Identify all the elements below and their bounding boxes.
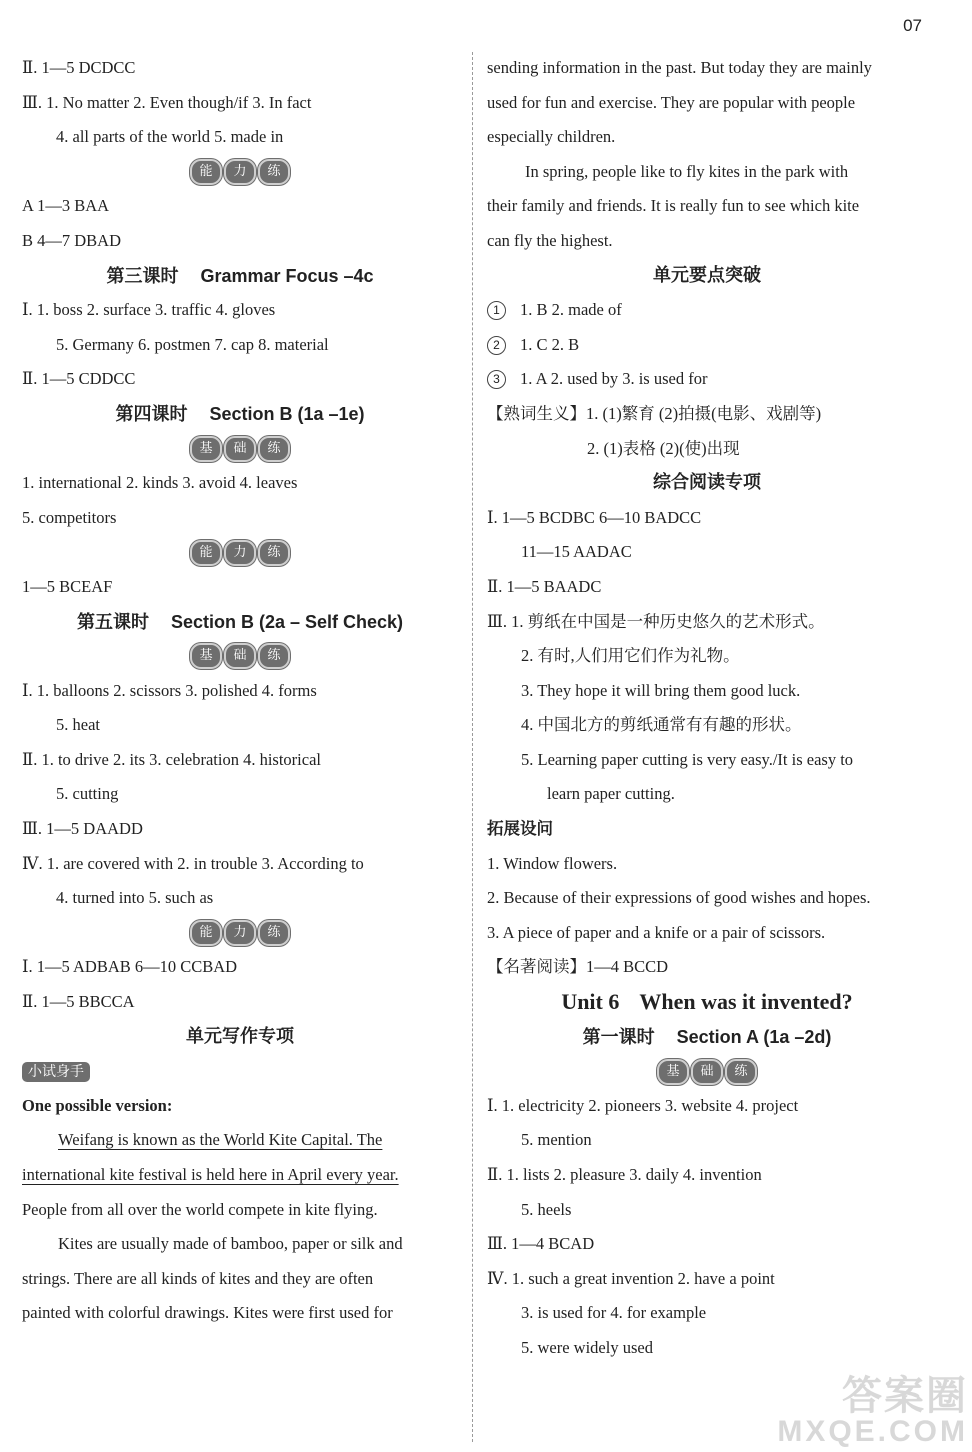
answer-line: Ⅰ. 1—5 ADBAB 6—10 CCBAD (22, 957, 238, 977)
badge-pill: 基 (190, 436, 222, 462)
essay-line: strings. There are all kinds of kites and they are often (22, 1268, 374, 1288)
answer-line: 3. is used for 4. for example (521, 1303, 707, 1323)
watermark-logo (777, 1376, 968, 1448)
unit-number: Unit 6 (561, 989, 620, 1015)
answer-line: Ⅰ. 1. electricity 2. pioneers 3. website 4. project (487, 1095, 799, 1115)
answer-line (487, 362, 927, 397)
answer-line: 【熟词生义】1. (1)繁育 (2)拍摄(电影、戏剧等) (487, 403, 822, 423)
essay-line: used for fun and exercise. They are popular with people (487, 92, 856, 112)
answer-line: 4. 中国北方的剪纸通常有有趣的形状。 (521, 715, 802, 735)
answer-line: 1—5 BCEAF (22, 576, 113, 596)
badge-pill: 练 (258, 920, 290, 946)
answer-line: 4. turned into 5. such as (56, 888, 214, 908)
heading-en: Grammar Focus –4c (200, 265, 374, 286)
answer-line (487, 328, 927, 363)
heading-cn: 第四课时 (115, 403, 188, 425)
circled-number: 1 (487, 301, 506, 320)
essay-line (22, 1227, 458, 1262)
badge-pill: 练 (258, 159, 290, 185)
watermark-cn: 答案圈 (842, 1374, 968, 1418)
answer-line: Ⅱ. 1—5 BBCCA (22, 992, 135, 1012)
badge-pill: 练 (725, 1059, 757, 1085)
answer-line: 5. were widely used (521, 1337, 653, 1357)
answer-line: 5. competitors (22, 507, 117, 527)
badge-pill: 练 (258, 436, 290, 462)
essay-line: painted with colorful drawings. Kites were first used for (22, 1303, 393, 1323)
answer-text: 1. A 2. used by 3. is used for (520, 369, 708, 389)
heading-cn: 第五课时 (76, 611, 149, 633)
badge-pill: 能 (190, 920, 222, 946)
answer-text: 1. B 2. made of (520, 300, 622, 320)
answer-line: Ⅰ. 1—5 BCDBC 6—10 BADCC (487, 507, 702, 527)
badge-pill: 础 (224, 643, 256, 669)
answer-line: learn paper cutting. (547, 784, 675, 804)
extend-questions-title: 拓展设问 (487, 819, 553, 839)
answer-line: Ⅰ. 1. balloons 2. scissors 3. polished 4. forms (22, 680, 317, 700)
answer-line: 3. A piece of paper and a knife or a pair of scissors. (487, 922, 826, 942)
essay-line (487, 155, 927, 190)
essay-line: their family and friends. It is really fun to see which kite (487, 196, 860, 216)
badge-pill: 基 (190, 643, 222, 669)
answer-line: 2. 有时,人们用它们作为礼物。 (521, 646, 740, 666)
badge-pill: 练 (258, 540, 290, 566)
badge-pill: 基 (657, 1059, 689, 1085)
basic-practice-badge (22, 639, 458, 674)
answer-line: 11—15 AADAC (521, 542, 632, 562)
essay-line: People from all over the world compete in kite flying. (22, 1199, 378, 1219)
watermark-url: MXQE.COM (777, 1415, 968, 1448)
answer-line: Ⅱ. 1—5 DCDCC (22, 58, 136, 77)
essay-line (22, 1123, 458, 1158)
answer-line: Ⅱ. 1—5 CDDCC (22, 369, 136, 389)
answer-line: 5. heels (521, 1199, 572, 1219)
answer-line: 1. Window flowers. (487, 853, 618, 873)
badge-pill: 础 (224, 436, 256, 462)
unit-points-title: 单元要点突破 (653, 264, 761, 286)
answer-line: Ⅱ. 1—5 BAADC (487, 576, 602, 596)
left-column (22, 51, 458, 1331)
answer-line: 4. all parts of the world 5. made in (56, 127, 284, 147)
answer-line: Ⅱ. 1. to drive 2. its 3. celebration 4. historical (22, 749, 321, 769)
answer-line: 5. Learning paper cutting is very easy./It is easy to (521, 749, 854, 769)
writing-section-title: 单元写作专项 (186, 1025, 294, 1047)
essay-text: Kites are usually made of bamboo, paper or silk and (58, 1234, 403, 1254)
answer-line: 5. Germany 6. postmen 7. cap 8. material (56, 334, 329, 354)
heading-en: Section B (1a –1e) (209, 403, 365, 424)
section-heading (487, 1020, 927, 1055)
page-number: 07 (903, 16, 922, 35)
badge-pill: 础 (691, 1059, 723, 1085)
answer-line: 1. international 2. kinds 3. avoid 4. leaves (22, 473, 298, 493)
heading-en: Section A (1a –2d) (676, 1026, 832, 1047)
answer-line: Ⅱ. 1. lists 2. pleasure 3. daily 4. invention (487, 1165, 762, 1184)
answer-line: Ⅲ. 1. 剪纸在中国是一种历史悠久的艺术形式。 (487, 611, 825, 631)
answer-line: 【名著阅读】1—4 BCCD (487, 957, 669, 977)
try-it-tag: 小试身手 (22, 1062, 90, 1082)
answer-line: 5. cutting (56, 784, 119, 804)
badge-pill: 力 (224, 540, 256, 566)
ability-practice-badge (22, 155, 458, 190)
heading-en: Section B (2a – Self Check) (170, 611, 404, 632)
answer-line: B 4—7 DBAD (22, 230, 122, 250)
basic-practice-badge (487, 1054, 927, 1089)
answer-line: Ⅳ. 1. are covered with 2. in trouble 3. According to (22, 853, 364, 873)
answer-text: 1. C 2. B (520, 334, 580, 354)
ability-practice-badge (22, 916, 458, 951)
essay-line: can fly the highest. (487, 230, 613, 250)
ability-practice-badge (22, 535, 458, 570)
answer-line: 5. mention (521, 1130, 592, 1150)
essay-text: In spring, people like to fly kites in the park with (525, 161, 849, 181)
right-column (487, 51, 927, 1366)
heading-cn: 第三课时 (106, 265, 179, 287)
answer-line: A 1—3 BAA (22, 196, 110, 216)
section-heading (22, 605, 458, 640)
basic-practice-badge (22, 432, 458, 467)
tag-row (22, 1054, 458, 1089)
answer-line: Ⅲ. 1. No matter 2. Even though/if 3. In fact (22, 92, 312, 112)
answer-line: Ⅲ. 1—4 BCAD (487, 1234, 595, 1254)
answer-line: 2. (1)表格 (2)(使)出现 (587, 438, 740, 458)
badge-pill: 能 (190, 540, 222, 566)
sample-label: One possible version: (22, 1095, 173, 1115)
underlined-text: Weifang is known as the World Kite Capital. The (58, 1130, 383, 1150)
answer-line: 3. They hope it will bring them good luck. (521, 680, 801, 700)
circled-number: 2 (487, 336, 506, 355)
essay-line: especially children. (487, 127, 616, 147)
unit-title (487, 985, 927, 1020)
answer-line: 2. Because of their expressions of good wishes and hopes. (487, 888, 871, 908)
answer-line: Ⅳ. 1. such a great invention 2. have a point (487, 1268, 775, 1288)
answer-line: Ⅰ. 1. boss 2. surface 3. traffic 4. gloves (22, 300, 276, 320)
unit-question: When was it invented? (639, 989, 853, 1015)
badge-pill: 力 (224, 159, 256, 185)
heading-cn: 第一课时 (582, 1026, 655, 1048)
badge-pill: 力 (224, 920, 256, 946)
column-divider (472, 52, 473, 1442)
section-heading (22, 397, 458, 432)
answer-line (487, 293, 927, 328)
section-heading (22, 259, 458, 294)
answer-line: 5. heat (56, 715, 100, 735)
badge-pill: 能 (190, 159, 222, 185)
circled-number: 3 (487, 370, 506, 389)
answer-line: Ⅲ. 1—5 DAADD (22, 819, 143, 839)
essay-line: sending information in the past. But today they are mainly (487, 58, 872, 77)
essay-line: international kite festival is held here in April every year. (22, 1165, 399, 1184)
badge-pill: 练 (258, 643, 290, 669)
reading-section-title: 综合阅读专项 (653, 472, 761, 494)
